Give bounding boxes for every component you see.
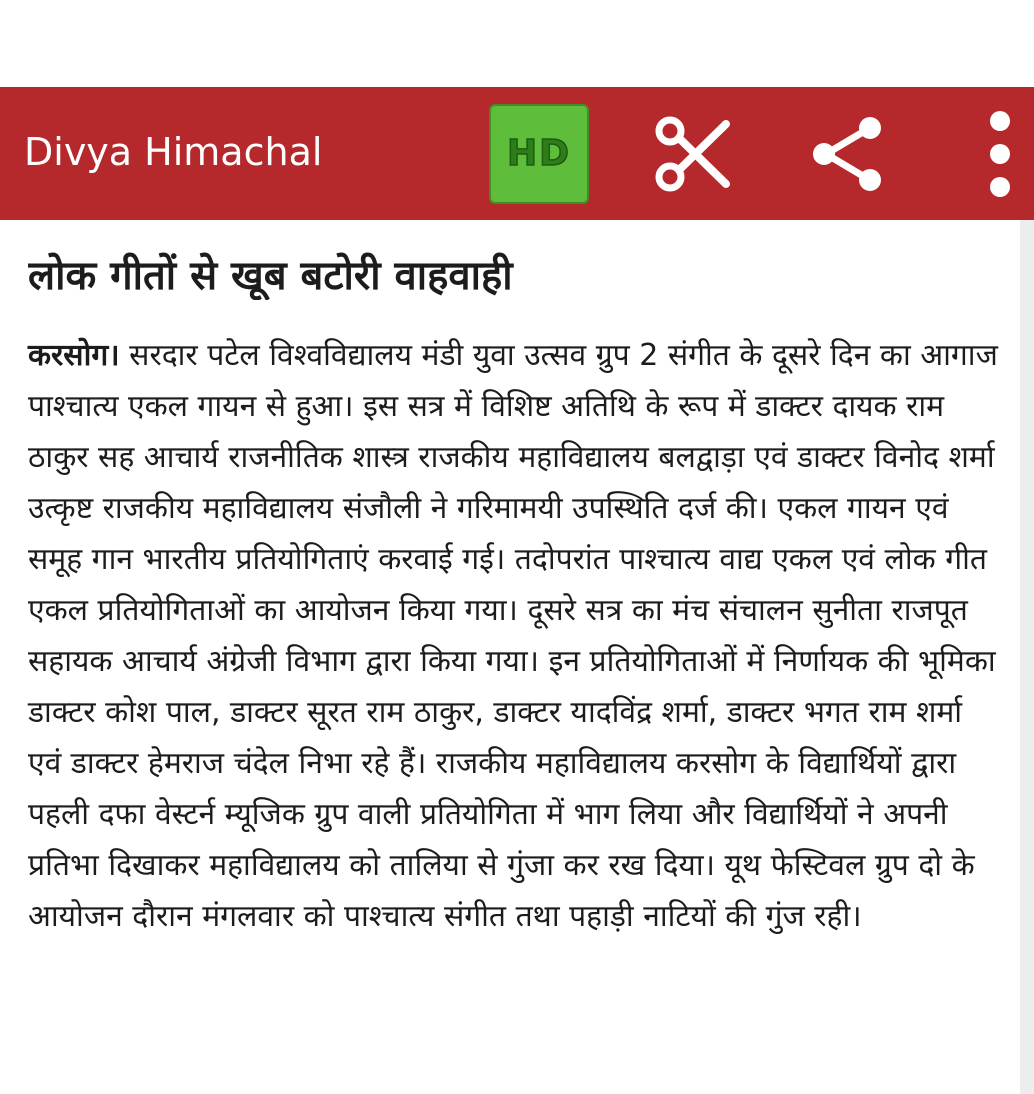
more-options-button[interactable] [960, 109, 1034, 199]
article-view[interactable] [0, 220, 1034, 1094]
share-icon [808, 114, 888, 194]
share-button[interactable] [803, 109, 893, 199]
status-bar-area [0, 0, 1034, 87]
article-dateline: करसोग। [28, 338, 120, 373]
app-toolbar [0, 87, 1034, 220]
app-title: Divya Himachal [24, 130, 323, 174]
article-headline: लोक गीतों से खूब बटोरी वाहवाही [28, 253, 513, 299]
scissors-icon [650, 112, 734, 196]
more-vertical-icon [980, 109, 1020, 199]
scissors-button[interactable] [647, 109, 737, 199]
article-body-text: सरदार पटेल विश्वविद्यालय मंडी युवा उत्सव ग्रुप 2 संगीत के दूसरे दिन का आगाज पाश्चात्य एकल गायन से हुआ। इस सत्र में विशिष्ट अतिथि के रूप में डाक्टर दायक राम ठाकुर सह आचार्य राजनीतिक शास्त्र राजकीय महाविद्यालय बलद्वाड़ा एवं डाक्टर विनोद शर्मा उत्कृष्ट राजकीय महाविद्यालय संजौली ने गरिमामयी उपस्थिति दर्ज की। एकल गायन एवं समूह गान भारतीय प्रतियोगिताएं करवाई गई। तदोपरांत पाश्चात्य वाद्य एकल एवं लोक गीत एकल प्रतियोगिताओं का आयोजन किया गया। दूसरे सत्र का मंच संचालन सुनीता राजपूत सहायक आचार्य अंग्रेजी विभाग द्वारा किया गया। इन प्रतियोगिताओं में निर्णायक की भूमिका डाक्टर कोश पाल, डाक्टर सूरत राम ठाकुर, डाक्टर यादविंद्र शर्मा, डाक्टर भगत राम शर्मा एवं डाक्टर हेमराज चंदेल निभा रहे हैं। राजकीय महाविद्यालय करसोग के विद्यार्थियों द्वारा पहली दफा वेस्टर्न म्यूजिक ग्रुप वाली प्रतियोगिता में भाग लिया और विद्यार्थियों ने अपनी प्रतिभा दिखाकर महाविद्यालय को तालिया से गुंजा कर रख दिया। यूथ फेस्टिवल ग्रुप दो के आयोजन दौरान मंगलवार को पाश्चात्य संगीत तथा पहाड़ी नाटियों की गुंज रही। [28, 338, 998, 934]
hd-icon: HD [506, 133, 571, 174]
scrollbar-track[interactable] [1020, 220, 1034, 1094]
article-body [28, 330, 1003, 942]
hd-button[interactable] [489, 104, 589, 204]
